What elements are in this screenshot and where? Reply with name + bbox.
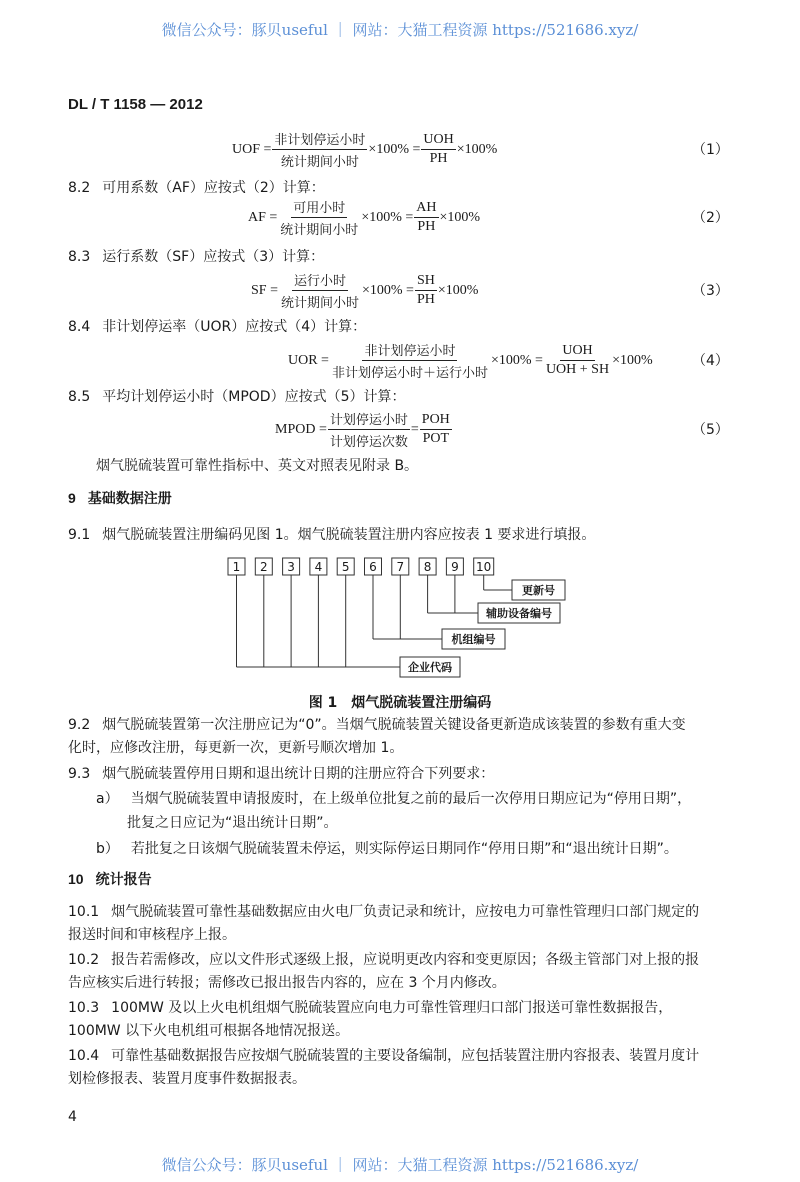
clause-number: 8.3 <box>68 249 91 265</box>
denominator: 计划停运次数 <box>329 435 408 450</box>
multiplier: ×100% = <box>361 209 414 225</box>
equation-number: （4） <box>692 353 729 369</box>
clause-10-2 <box>68 951 699 969</box>
fraction <box>544 343 611 378</box>
numerator: AH <box>414 200 438 218</box>
multiplier: ×100% = <box>490 352 543 368</box>
fraction <box>414 200 438 235</box>
equation-number: （1） <box>692 142 729 158</box>
clause-9-2-cont: 化时，应修改注册，每更新一次，更新号顺次增加 1。 <box>68 740 404 756</box>
numerator: 运行小时 <box>292 270 348 291</box>
clause-text: 非计划停运率（UOR）应按式（4）计算： <box>102 319 367 335</box>
label-update: 更新号 <box>522 584 555 597</box>
clause-text: 报告若需修改，应以文件形式逐级上报，应说明更改内容和变更原因；各级主管部门对上报的报 <box>111 952 700 968</box>
clause-number: 9.2 <box>68 717 91 733</box>
item-label: a） <box>96 791 119 807</box>
clause-9-2 <box>68 716 686 734</box>
formula-5 <box>275 409 453 450</box>
clause-number: 9.1 <box>68 527 91 543</box>
item-a-cont: 批复之日应记为“退出统计日期”。 <box>127 815 338 831</box>
clause-10-3-cont: 100MW 以下火电机组可根据各地情况报送。 <box>68 1023 350 1039</box>
clause-number: 10.1 <box>68 904 100 920</box>
clause-text: 平均计划停运小时（MPOD）应按式（5）计算： <box>102 389 406 405</box>
digit-label: 6 <box>369 560 377 574</box>
multiplier: ×100% = <box>361 282 414 298</box>
numerator: 可用小时 <box>291 197 347 218</box>
numerator: 非计划停运小时 <box>272 129 367 150</box>
clause-text: 烟气脱硫装置注册编码见图 1。烟气脱硫装置注册内容应按表 1 要求进行填报。 <box>102 527 596 543</box>
section-title: 基础数据注册 <box>87 490 172 506</box>
standard-header: DL / T 1158 — 2012 <box>68 96 203 113</box>
formula-2 <box>248 197 480 238</box>
fraction <box>272 129 367 170</box>
denominator: PH <box>416 292 435 307</box>
section-title: 统计报告 <box>95 871 152 887</box>
multiplier: ×100% <box>612 352 653 368</box>
label-unit: 机组编号 <box>451 633 496 646</box>
formula-lhs: AF = <box>248 209 278 225</box>
watermark-top: 微信公众号：豚贝useful ｜ 网站：大猫工程资源 https://521686.xyz/ <box>161 21 639 39</box>
clause-number: 10.4 <box>68 1048 100 1064</box>
equation-number: （2） <box>692 210 729 226</box>
fraction <box>328 409 410 450</box>
multiplier: ×100% <box>437 282 479 298</box>
clause-8-2 <box>68 179 325 197</box>
formula-1 <box>232 129 497 170</box>
multiplier: ×100% = <box>368 141 421 157</box>
digit-label: 8 <box>423 560 432 574</box>
denominator: UOH + SH <box>545 362 610 377</box>
figure-caption: 图 1 烟气脱硫装置注册编码 <box>308 695 492 711</box>
section-number: 9 <box>68 490 76 506</box>
digit-label: 10 <box>476 560 492 574</box>
item-label: b） <box>96 841 119 857</box>
formula-lhs: UOR = <box>288 352 329 368</box>
numerator: UOH <box>421 132 455 150</box>
fraction <box>279 270 361 311</box>
label-aux: 辅助设备编号 <box>486 607 552 620</box>
multiplier: = <box>410 421 419 437</box>
numerator: 非计划停运小时 <box>362 340 457 361</box>
formula-lhs: MPOD = <box>275 421 327 437</box>
section-9-heading <box>68 489 172 507</box>
numerator: 计划停运小时 <box>328 409 410 430</box>
clause-10-4 <box>68 1047 699 1065</box>
denominator: 统计期间小时 <box>280 155 359 170</box>
clause-text: 运行系数（SF）应按式（3）计算： <box>102 249 325 265</box>
numerator: UOH <box>560 343 594 361</box>
denominator: 非计划停运小时＋运行小时 <box>331 366 488 381</box>
formula-lhs: UOF = <box>232 141 272 157</box>
page-number: 4 <box>68 1109 77 1125</box>
clause-10-1 <box>68 903 699 921</box>
clause-text: 烟气脱硫装置第一次注册应记为“0”。当烟气脱硫装置关键设备更新造成该装置的参数有重大变 <box>102 717 686 733</box>
clause-text: 可靠性基础数据报告应按烟气脱硫装置的主要设备编制，应包括装置注册内容报表、装置月度计 <box>111 1048 700 1064</box>
digit-label: 2 <box>259 560 268 574</box>
clause-number: 10.2 <box>68 952 100 968</box>
multiplier: ×100% <box>456 141 498 157</box>
multiplier: ×100% <box>439 209 481 225</box>
formula-lhs: SF = <box>251 282 278 298</box>
formula-3 <box>251 270 478 311</box>
denominator: POT <box>422 431 450 446</box>
clause-8-4 <box>68 318 366 336</box>
digit-label: 4 <box>314 560 323 574</box>
numerator: POH <box>420 412 452 430</box>
formula-4 <box>288 340 653 381</box>
clause-8-5 <box>68 388 406 406</box>
digit-label: 9 <box>451 560 459 574</box>
clause-text: 100MW 及以上火电机组烟气脱硫装置应向电力可靠性管理归口部门报送可靠性数据报告， <box>111 1000 673 1016</box>
label-company: 企业代码 <box>408 661 452 674</box>
denominator: PH <box>417 219 436 234</box>
item-b <box>96 840 678 858</box>
item-text: 若批复之日该烟气脱硫装置未停运，则实际停运日期同作“停用日期”和“退出统计日期”。 <box>130 841 678 857</box>
numerator: SH <box>415 273 437 291</box>
item-text: 当烟气脱硫装置申请报废时，在上级单位批复之前的最后一次停用日期应记为“停用日期”， <box>130 791 692 807</box>
clause-10-2-cont: 告应核实后进行转报；需修改已报出报告内容的，应在 3 个月内修改。 <box>68 975 506 991</box>
clause-number: 8.5 <box>68 389 91 405</box>
denominator: 统计期间小时 <box>280 296 359 311</box>
fraction <box>415 273 437 308</box>
denominator: 统计期间小时 <box>280 223 359 238</box>
clause-9-3 <box>68 765 494 783</box>
digit-label: 7 <box>396 560 405 574</box>
clause-10-1-cont: 报送时间和审核程序上报。 <box>68 927 236 943</box>
clause-number: 10.3 <box>68 1000 100 1016</box>
digit-label: 1 <box>232 560 241 574</box>
clause-9-1 <box>68 526 595 544</box>
digit-label: 3 <box>287 560 295 574</box>
clause-10-4-cont: 划检修报表、装置月度事件数据报表。 <box>68 1071 306 1087</box>
clause-number: 8.2 <box>68 180 91 196</box>
fraction <box>278 197 360 238</box>
section-10-heading <box>68 870 152 888</box>
watermark-bottom: 微信公众号：豚贝useful ｜ 网站：大猫工程资源 https://521686.xyz/ <box>161 1156 639 1174</box>
section-number: 10 <box>68 871 84 887</box>
digit-label: 5 <box>341 560 350 574</box>
clause-8-3 <box>68 248 324 266</box>
clause-10-3 <box>68 999 672 1017</box>
item-a <box>96 790 691 808</box>
appendix-note: 烟气脱硫装置可靠性指标中、英文对照表见附录 B。 <box>96 458 419 474</box>
clause-number: 9.3 <box>68 766 91 782</box>
clause-text: 烟气脱硫装置可靠性基础数据应由火电厂负责记录和统计，应按电力可靠性管理归口部门规定的 <box>111 904 700 920</box>
clause-number: 8.4 <box>68 319 91 335</box>
fraction <box>421 132 455 167</box>
clause-text: 烟气脱硫装置停用日期和退出统计日期的注册应符合下列要求： <box>102 766 495 782</box>
clause-text: 可用系数（AF）应按式（2）计算： <box>102 180 325 196</box>
equation-number: （5） <box>692 422 729 438</box>
fraction <box>330 340 490 381</box>
fraction <box>420 412 452 447</box>
denominator: PH <box>429 151 448 166</box>
equation-number: （3） <box>692 283 729 299</box>
registration-code-diagram <box>0 550 800 715</box>
